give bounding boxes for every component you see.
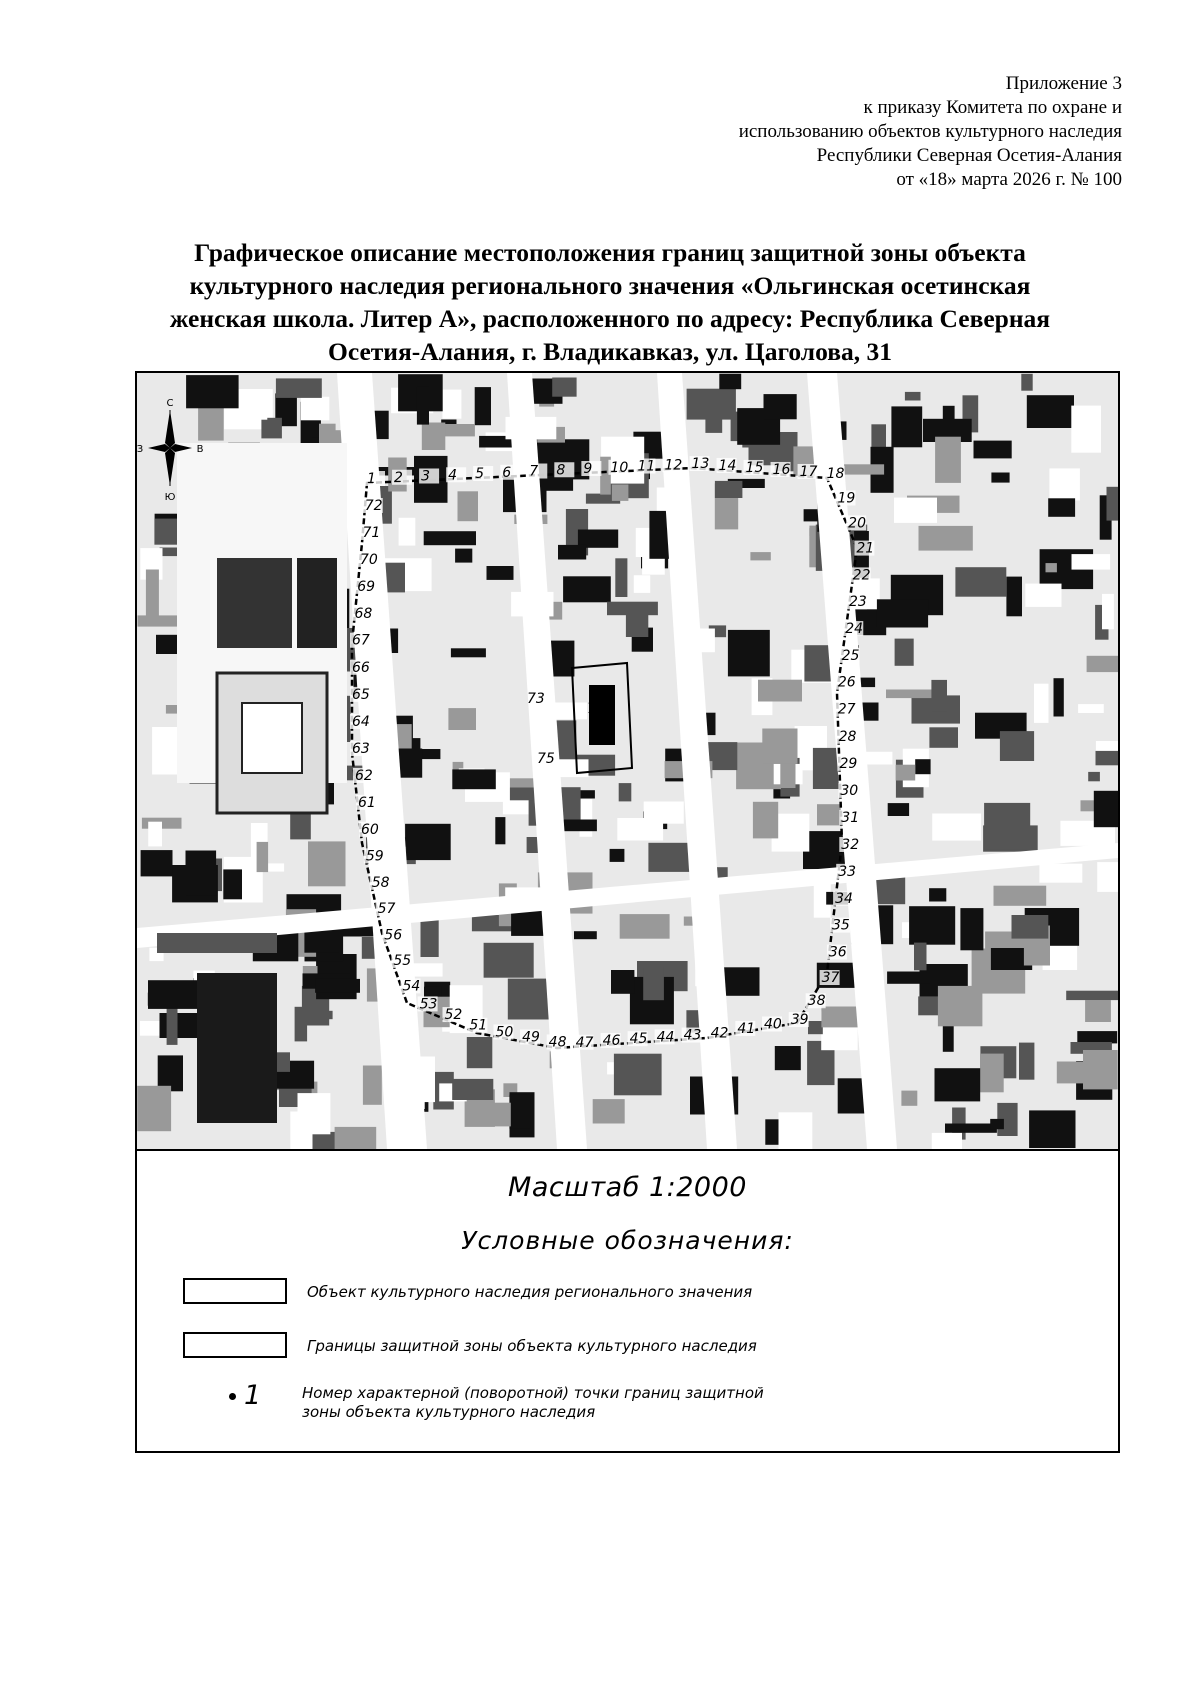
boundary-point-label: 45 (629, 1031, 648, 1048)
compass-east-label: В (196, 444, 204, 455)
appendix-header (522, 72, 1122, 192)
boundary-point-label: 46 (602, 1032, 621, 1049)
boundary-point-label: 7 (529, 463, 539, 480)
boundary-point-label: 35 (832, 917, 850, 934)
boundary-point-label: 38 (807, 993, 826, 1010)
appendix-line: Приложение 3 (1005, 73, 1122, 94)
boundary-point-label: 75 (537, 751, 555, 767)
boundary-point-label: 8 (556, 462, 566, 479)
boundary-point-label: 31 (841, 809, 860, 826)
boundary-point-label: 27 (837, 701, 856, 718)
boundary-point-label: 73 (527, 691, 545, 707)
compass-north-label: С (166, 398, 174, 409)
title-line: Графическое описание местоположения границ защитной зоны объекта (194, 238, 1026, 267)
appendix-line: использованию объектов культурного наследия (738, 121, 1122, 142)
aerial-map (137, 373, 1118, 1149)
appendix-line: к приказу Комитета по охране и (863, 97, 1122, 118)
boundary-point-label: 70 (359, 551, 378, 568)
boundary-point-label: 50 (495, 1024, 514, 1041)
boundary-point-label: 37 (821, 970, 840, 987)
legend-point-label (302, 1384, 764, 1422)
boundary-point-label: 59 (365, 848, 384, 865)
boundary-point-label: 9 (583, 461, 593, 478)
boundary-point-label: 30 (840, 782, 859, 799)
boundary-point-label: 65 (352, 686, 370, 703)
compass-west-label: З (137, 444, 144, 455)
boundary-point-label: 49 (522, 1029, 540, 1046)
boundary-point-label: 14 (718, 457, 737, 474)
boundary-point-label: 56 (384, 927, 403, 944)
boundary-point-label: 25 (841, 647, 860, 664)
boundary-point-label: 19 (837, 490, 856, 507)
title-line: культурного наследия регионального значения «Ольгинская осетинская (189, 271, 1031, 300)
boundary-point-label: 63 (352, 741, 370, 758)
boundary-point-label: 40 (764, 1016, 782, 1033)
boundary-point-label: 69 (357, 578, 376, 595)
boundary-point-label: 60 (360, 821, 379, 838)
boundary-point-label: 42 (710, 1025, 729, 1042)
boundary-point-label: 16 (772, 461, 791, 478)
boundary-point-label: 62 (354, 767, 373, 784)
boundary-point-label: 58 (371, 874, 390, 891)
boundary-point-label: 22 (852, 567, 871, 584)
boundary-point-label: 57 (377, 901, 396, 918)
boundary-point-label: 64 (352, 713, 370, 730)
appendix-line: Республики Северная Осетия-Алания (816, 145, 1122, 166)
boundary-point-label: 13 (691, 456, 710, 473)
boundary-point-label: 33 (838, 863, 857, 880)
document-title (110, 236, 1110, 368)
boundary-point-label: 72 (364, 497, 383, 514)
boundary-point-label: 1 (367, 471, 376, 487)
boundary-point-label: 12 (664, 457, 683, 474)
boundary-point-label: 53 (419, 996, 438, 1013)
boundary-point-label: 43 (683, 1027, 702, 1044)
boundary-point-label: 36 (828, 944, 847, 961)
boundary-point-label: 61 (357, 794, 376, 811)
legend-point-label-line: зоны объекта культурного наследия (302, 1403, 596, 1421)
boundary-point-label: 5 (475, 466, 485, 483)
title-line: Осетия-Алания, г. Владикавказ, ул. Цаголова, 31 (328, 337, 892, 366)
boundary-point-label: 67 (352, 632, 370, 649)
boundary-point-label: 71 (362, 524, 381, 541)
boundary-point-label: 24 (845, 621, 864, 638)
boundary-point-label: 74 (587, 701, 605, 717)
legend-point-number: 1 (244, 1380, 262, 1411)
legend-point-label-line: Номер характерной (поворотной) точки границ защитной (302, 1384, 764, 1402)
point-dot-icon (229, 1393, 236, 1400)
boundary-point-label: 28 (838, 728, 857, 745)
map-legend-divider (135, 1149, 1120, 1151)
legend-heritage-object-symbol (183, 1278, 287, 1304)
boundary-point-label: 17 (799, 463, 818, 480)
legend-title: Условные обозначения: (461, 1226, 794, 1255)
boundary-point-label: 39 (790, 1012, 809, 1029)
boundary-point-label: 47 (575, 1034, 594, 1051)
boundary-point-label: 2 (394, 469, 403, 486)
legend-zone-boundary-label: Границы защитной зоны объекта культурного наследия (307, 1337, 757, 1355)
boundary-point-label: 18 (826, 465, 845, 482)
title-line: женская школа. Литер А», расположенного по адресу: Республика Северная (169, 304, 1051, 333)
boundary-point-label: 26 (837, 674, 856, 691)
boundary-point-label: 15 (745, 459, 764, 476)
boundary-point-label: 66 (352, 659, 370, 676)
legend-point-symbol (229, 1380, 261, 1411)
boundary-point-label: 48 (548, 1034, 567, 1051)
boundary-point-label: 3 (421, 468, 431, 485)
boundary-point-label: 55 (393, 952, 412, 969)
compass-south-label: Ю (164, 492, 176, 503)
boundary-point-label: 34 (835, 890, 853, 907)
boundary-point-label: 32 (841, 836, 860, 853)
boundary-point-label: 44 (656, 1029, 675, 1046)
boundary-point-label: 21 (856, 540, 875, 557)
boundary-point-label: 52 (444, 1007, 463, 1024)
map-scale: Масштаб 1:2000 (508, 1172, 747, 1203)
boundary-point-label: 51 (469, 1017, 488, 1034)
boundary-point-label: 54 (402, 978, 421, 995)
boundary-point-label: 11 (637, 458, 656, 475)
appendix-line: от «18» марта 2026 г. № 100 (896, 169, 1122, 190)
legend-zone-boundary-symbol (183, 1332, 287, 1358)
boundary-point-label: 41 (737, 1020, 756, 1037)
boundary-point-label: 6 (502, 464, 512, 481)
boundary-point-label: 29 (839, 755, 858, 772)
legend-heritage-object-label: Объект культурного наследия регионального значения (307, 1283, 753, 1301)
boundary-point-label: 10 (610, 459, 629, 476)
boundary-point-label: 20 (848, 515, 866, 532)
boundary-point-label: 68 (354, 605, 373, 622)
boundary-point-label: 23 (848, 594, 867, 611)
boundary-point-label: 4 (448, 467, 458, 484)
